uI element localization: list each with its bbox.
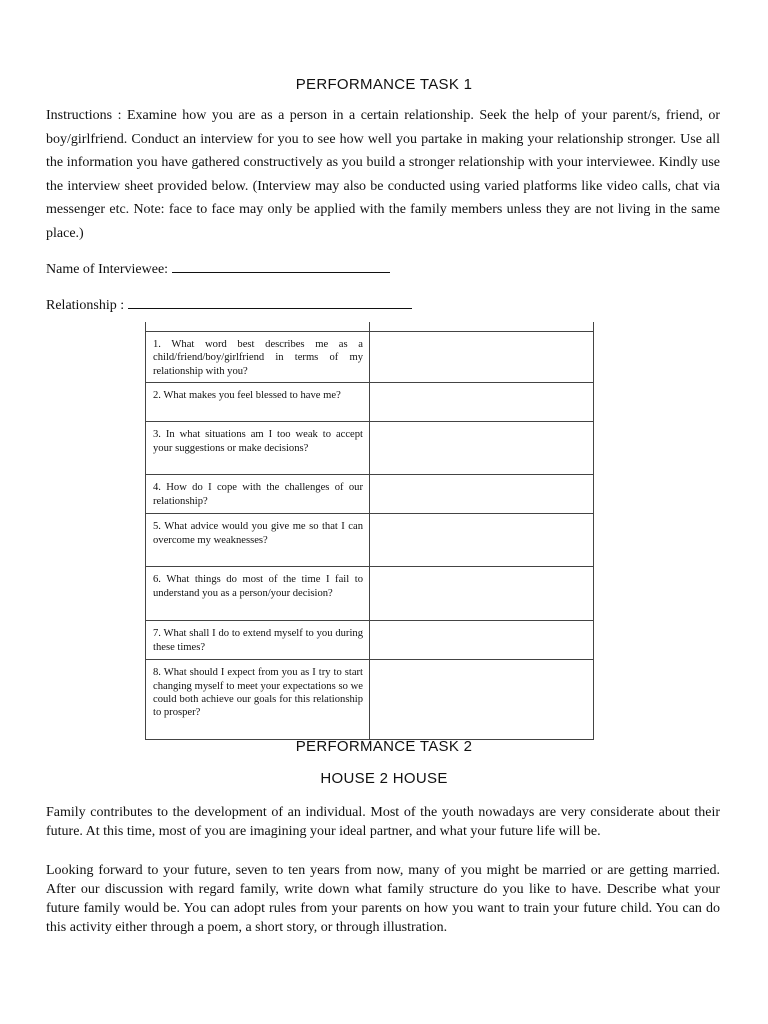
table-row [146,475,594,514]
answer-cell[interactable] [370,475,594,514]
table-top-cell-question [146,322,370,332]
interviewee-name-field [46,258,390,278]
table-row [146,621,594,660]
interview-table [145,322,594,743]
relationship-field [46,294,412,314]
relationship-blank[interactable] [128,294,412,309]
question-cell: 5. What advice would you give me so that I can overcome my weaknesses? [146,514,370,567]
interviewee-name-label: Name of Interviewee: [46,262,169,277]
question-cell: 7. What shall I do to extend myself to you during these times? [146,621,370,660]
question-cell: 2. What makes you feel blessed to have me? [146,383,370,422]
table-row [146,567,594,621]
task2-subtitle: HOUSE 2 HOUSE [320,770,448,787]
relationship-label: Relationship : [46,298,125,313]
task1-instructions: Instructions : Examine how you are as a person in a certain relationship. Seek the help of your parent/s, friend, or boy/girlfriend. Conduct an interview for you to see how well you partake in making your relationship stronger. Use all the information you have gathered constructively as you build a stronger relationship with your interviewee. Kindly use the interview sheet provided below. (Interview may also be conducted using varied platforms like video calls, chat via messenger etc. Note: face to face may only be applied with the family members unless they are not living in the same place.) [46,108,720,241]
answer-cell[interactable] [370,660,594,740]
question-cell: 4. How do I cope with the challenges of our relationship? [146,475,370,514]
question-cell: 8. What should I expect from you as I try to start changing myself to meet your expectations so we could both achieve our goals for this relationship to prosper? [146,660,370,740]
table-row [146,514,594,567]
answer-cell[interactable] [370,621,594,660]
answer-cell[interactable] [370,332,594,383]
answer-cell[interactable] [370,383,594,422]
table-row [146,660,594,740]
table-top-row [146,322,594,332]
question-cell: 3. In what situations am I too weak to accept your suggestions or make decisions? [146,422,370,475]
task1-title: PERFORMANCE TASK 1 [295,76,473,93]
answer-cell[interactable] [370,567,594,621]
table-row [146,332,594,383]
question-cell: 1. What word best describes me as a child/friend/boy/girlfriend in terms of my relationship with you? [146,332,370,383]
answer-cell[interactable] [370,514,594,567]
question-cell: 6. What things do most of the time I fail to understand you as a person/your decision? [146,567,370,621]
answer-cell[interactable] [370,422,594,475]
task2-title: PERFORMANCE TASK 2 [295,738,473,755]
table-top-cell-answer [370,322,594,332]
table-row [146,422,594,475]
table-row [146,383,594,422]
interviewee-name-blank[interactable] [172,258,390,273]
task2-paragraph-2: Looking forward to your future, seven to ten years from now, many of you might be married or are getting married. After our discussion with regard family, write down what family structure do you like to have. Describe what your future family would be. You can adopt rules from your parents on how you want to train your future child. You can do this activity either through a poem, a short story, or through illustration. [46,863,720,935]
task2-paragraph-1: Family contributes to the development of an individual. Most of the youth nowadays are very considerate about their future. At this time, most of you are imagining your ideal partner, and what your future life will be. [46,805,720,839]
